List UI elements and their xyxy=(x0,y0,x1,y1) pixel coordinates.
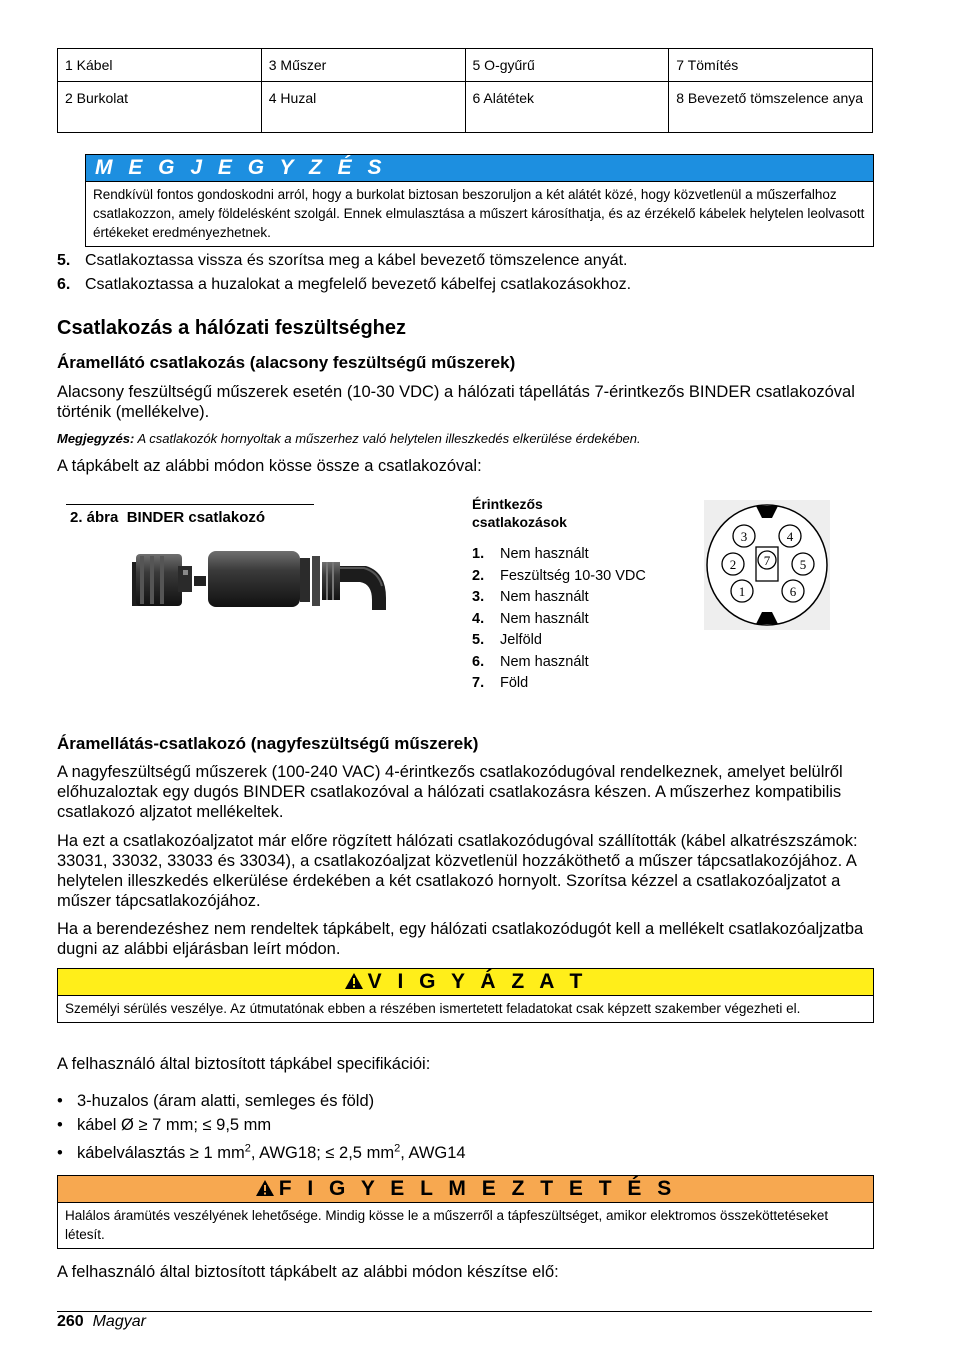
table-cell: 5 O-gyűrű xyxy=(465,49,669,82)
pin-6-label: 6 xyxy=(789,584,797,599)
footer-language: Magyar xyxy=(92,1313,146,1330)
high-voltage-title: Áramellátás-csatlakozó (nagyfeszültségű műszerek) xyxy=(57,734,479,753)
pin-label: Nem használt xyxy=(500,610,589,627)
pin-number: 6. xyxy=(472,653,485,670)
spec-text: , AWG14 xyxy=(400,1143,466,1162)
pin-number: 1. xyxy=(472,546,485,562)
figure-rule xyxy=(66,504,314,505)
pin-5-label: 5 xyxy=(799,557,807,572)
pin-3-label: 3 xyxy=(740,529,748,544)
pin-number: 2. xyxy=(472,567,485,584)
table-cell: 3 Műszer xyxy=(261,49,465,82)
list-item xyxy=(472,544,646,566)
section-title: Csatlakozás a hálózati feszültséghez xyxy=(57,317,407,339)
pin-number: 5. xyxy=(472,632,485,648)
table-row xyxy=(58,82,873,133)
caution-box xyxy=(57,968,874,1023)
low-voltage-title: Áramellátó csatlakozás (alacsony feszültségű műszerek) xyxy=(57,353,516,372)
step-number: 5. xyxy=(57,252,71,269)
list-item: • 3-huzalos (áram alatti, semleges és föld) xyxy=(57,1092,375,1110)
table-cell: 6 Alátétek xyxy=(465,82,669,133)
pin-label: Nem használt xyxy=(500,546,589,562)
step-6 xyxy=(57,274,631,296)
pin-list xyxy=(472,544,646,695)
pin-number: 4. xyxy=(472,610,485,627)
table-cell: 2 Burkolat xyxy=(58,82,262,133)
list-item xyxy=(472,587,646,609)
page-footer xyxy=(57,1313,146,1331)
high-voltage-paragraph-2: Ha ezt a csatlakozóaljzatot már előre rögzített hálózati csatlakozódugóval szállították (kábel alkatrészszámok: 33031, 33032, 33033 és 33034), a csatlakozóaljzat közvetlenül hozzáköthető a műszer tápcsatlakozójához. A helytelen illeszkedés elkerülése érdekében a két csatlakozó hornyolt. Szorítsa kézzel a csatlakozóaljzatot a műszer tápcsatlakozójához. xyxy=(57,832,858,910)
footer-rule xyxy=(57,1311,872,1312)
pins-heading-line: csatlakozások xyxy=(472,514,567,530)
step-text: Csatlakoztassa vissza és szorítsa meg a kábel bevezető tömszelence anyát. xyxy=(85,252,628,269)
spec-item: 3-huzalos (áram alatti, semleges és föld) xyxy=(77,1092,375,1110)
spec-list xyxy=(57,1090,466,1161)
step-number: 6. xyxy=(57,276,71,293)
note-label: Megjegyzés: xyxy=(57,431,135,446)
warning-text: Halálos áramütés veszélyének lehetősége. Mindig kösse le a műszerről a tápfeszültséget, amikor elektromos összeköttetéseket létesít. xyxy=(65,1208,829,1242)
warning-triangle-icon xyxy=(344,972,364,990)
pin-diagram xyxy=(704,500,830,630)
spec-item xyxy=(77,1144,466,1162)
spec-sup: 2 xyxy=(244,1142,251,1154)
spec-sup: 2 xyxy=(394,1142,401,1154)
high-voltage-paragraph-3: Ha a berendezéshez nem rendeltek tápkábelt, egy hálózati csatlakozódugót kell a mellékelt csatlakozóaljzatba dugni az alábbi eljárásban leírt módon. xyxy=(57,920,864,958)
pin-1-label: 1 xyxy=(738,584,746,599)
list-item xyxy=(472,609,646,631)
list-item xyxy=(472,630,646,652)
pin-2-label: 2 xyxy=(729,557,737,572)
note-text: Rendkívül fontos gondoskodni arról, hogy a burkolat biztosan beszoruljon a két alátét közé, hogy közvetlenül a műszerfalhoz csatlakozzon, amely földelésként szolgál. Ennek elmulasztása a műszert károsíthatja, és az érzékelő kábelek helytelen leolvasott értékeket eredményezhetnek. xyxy=(93,187,865,240)
table-row xyxy=(58,49,873,82)
pin-label: Jelföld xyxy=(500,632,542,648)
caution-header xyxy=(58,969,873,996)
figure-caption: 2. ábra BINDER csatlakozó xyxy=(70,509,266,526)
table-cell: 8 Bevezető tömszelence anya xyxy=(669,82,873,133)
note-box xyxy=(85,154,874,247)
pin-label: Nem használt xyxy=(500,589,589,605)
high-voltage-paragraph-1: A nagyfeszültségű műszerek (100-240 VAC) 4-érintkezős csatlakozódugóval rendelkeznek, amelyet belülről előhuzaloztak egy dugós BINDER csatlakozóval a hálózati csatlakozásra készen. A műszerhez kompatibilis csatlakozó aljzatot mellékeltek. xyxy=(57,763,843,821)
note-text: A csatlakozók hornyoltak a műszerhez való helytelen illeszkedés elkerülése érdekében. xyxy=(134,431,641,446)
list-item xyxy=(472,566,646,588)
spec-item: kábel Ø ≥ 7 mm; ≤ 9,5 mm xyxy=(77,1115,272,1134)
warning-header xyxy=(58,1176,873,1203)
pin-label: Feszültség 10-30 VDC xyxy=(500,567,646,584)
list-item xyxy=(472,652,646,674)
caution-title: V I G Y Á Z A T xyxy=(367,970,588,993)
spec-text: , AWG18; ≤ 2,5 mm xyxy=(250,1143,395,1162)
list-item: • kábel Ø ≥ 7 mm; ≤ 9,5 mm xyxy=(57,1115,272,1134)
list-item: • kábelválasztás ≥ 1 $mm^2$, AWG18; ≤ 2,5 $mm^2$, AWG14 xyxy=(57,1142,466,1162)
spec-intro: A felhasználó által biztosított tápkábel specifikációi: xyxy=(57,1055,431,1073)
step-5 xyxy=(57,250,627,272)
table-cell: 4 Huzal xyxy=(261,82,465,133)
warning-box xyxy=(57,1175,874,1249)
pin-number: 3. xyxy=(472,589,485,605)
low-voltage-paragraph: Alacsony feszültségű műszerek esetén (10-30 VDC) a hálózati tápellátás 7-érintkezős BINDER csatlakozóval történik (mellékelve). xyxy=(57,383,855,421)
caution-text: Személyi sérülés veszélye. Az útmutatónak ebben a részében ismertetett feladatokat csak képzett szakember végezheti el. xyxy=(65,1001,801,1016)
pin-label: Föld xyxy=(500,675,529,691)
pin-label: Nem használt xyxy=(500,653,589,670)
pin-number: 7. xyxy=(472,675,485,691)
connector-note xyxy=(57,431,641,446)
table-cell: 7 Tömítés xyxy=(669,49,873,82)
pins-heading-line: Érintkezős xyxy=(472,496,543,512)
page-number: 260 xyxy=(57,1313,84,1330)
warning-title: F I G Y E L M E Z T E T É S xyxy=(278,1177,677,1200)
list-item xyxy=(472,673,646,695)
connect-instruction: A tápkábelt az alábbi módon kösse össze a csatlakozóval: xyxy=(57,457,482,475)
note-title: M E G J E G Y Z É S xyxy=(86,155,873,182)
parts-table xyxy=(57,48,873,133)
binder-connector-image xyxy=(128,548,390,614)
prep-instruction: A felhasználó által biztosított tápkábelt az alábbi módon készítse elő: xyxy=(57,1263,559,1281)
step-text: Csatlakoztassa a huzalokat a megfelelő bevezető kábelfej csatlakozásokhoz. xyxy=(85,276,632,293)
pin-7-label: 7 xyxy=(763,553,771,568)
spec-text: kábelválasztás ≥ 1 mm xyxy=(77,1143,245,1162)
pin-4-label: 4 xyxy=(786,529,794,544)
pins-heading xyxy=(472,495,567,531)
warning-triangle-icon xyxy=(255,1179,275,1197)
table-cell: 1 Kábel xyxy=(58,49,262,82)
